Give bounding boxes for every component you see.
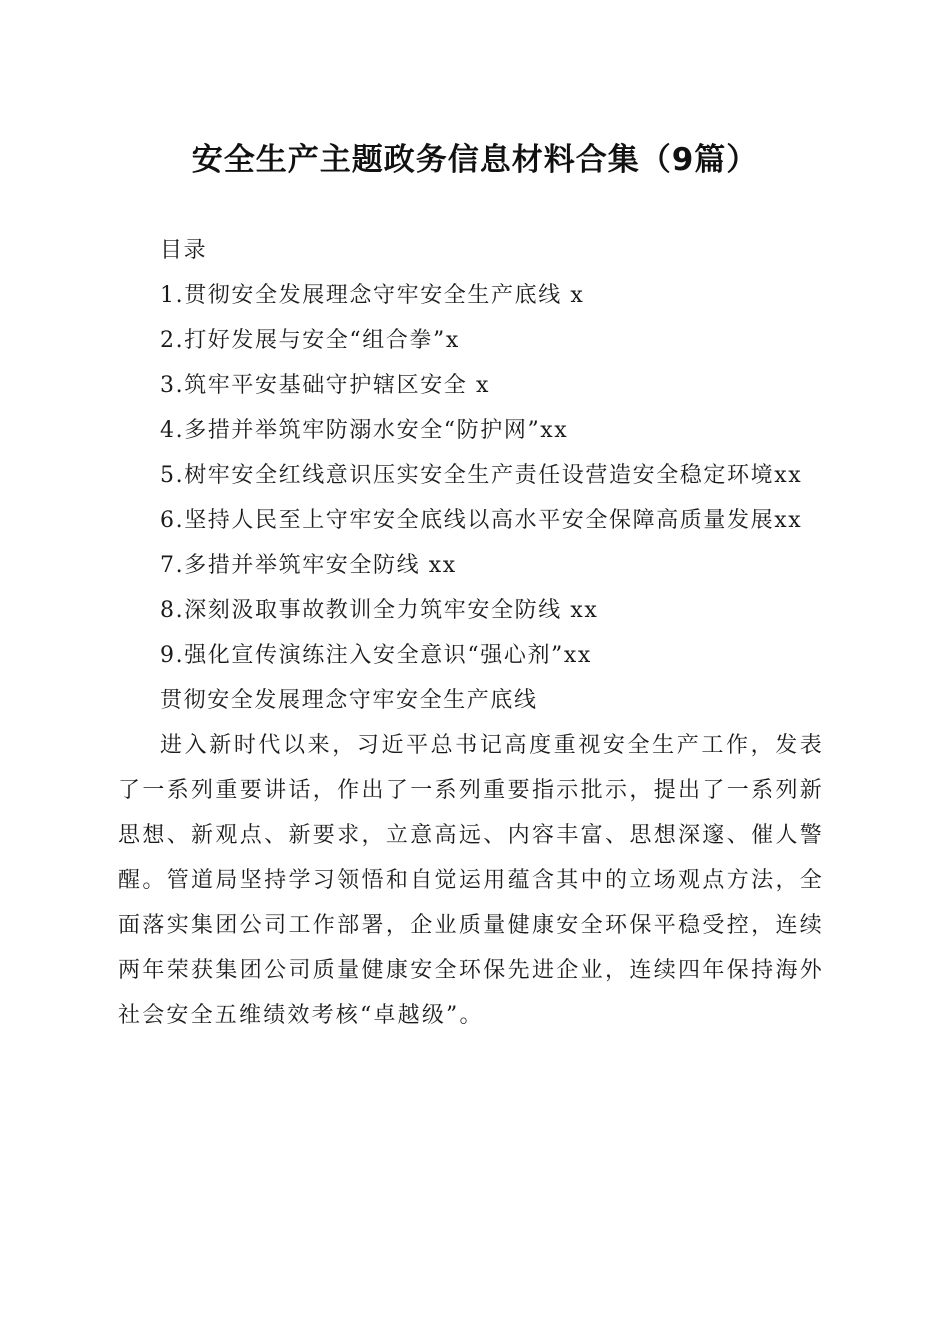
toc-item: 1.贯彻安全发展理念守牢安全生产底线 x: [160, 283, 585, 308]
toc-heading: 目录: [160, 238, 208, 263]
body-paragraph: 进入新时代以来，习近平总书记高度重视安全生产工作，发表了一系列重要讲话，作出了一系列重要指示批示，提出了一系列新思想、新观点、新要求，立意高远、内容丰富、思想深邃、催人警醒。管道局坚持学习领悟和自觉运用蕴含其中的立场观点方法，全面落实集团公司工作部署，企业质量健康安全环保平稳受控，连续两年荣获集团公司质量健康安全环保先进企业，连续四年保持海外社会安全五维绩效考核“卓越级”。: [118, 733, 824, 1028]
toc-item: 6.坚持人民至上守牢安全底线以高水平安全保障高质量发展xx: [160, 508, 803, 533]
toc-item: 3.筑牢平安基础守护辖区安全 x: [160, 373, 490, 398]
toc-item: 8.深刻汲取事故教训全力筑牢安全防线 xx: [160, 598, 599, 623]
document-title: 安全生产主题政务信息材料合集（9篇）: [191, 142, 759, 178]
toc-item: 5.树牢安全红线意识压实安全生产责任设营造安全稳定环境xx: [160, 463, 803, 488]
section-heading: 贯彻安全发展理念守牢安全生产底线: [160, 688, 538, 713]
document-body: [118, 228, 824, 1038]
toc-item: 7.多措并举筑牢安全防线 xx: [160, 553, 457, 578]
toc-item: 9.强化宣传演练注入安全意识“强心剂”xx: [160, 643, 592, 668]
toc-item: 2.打好发展与安全“组合拳”x: [160, 328, 460, 353]
toc-item: 4.多措并举筑牢防溺水安全“防护网”xx: [160, 418, 569, 443]
